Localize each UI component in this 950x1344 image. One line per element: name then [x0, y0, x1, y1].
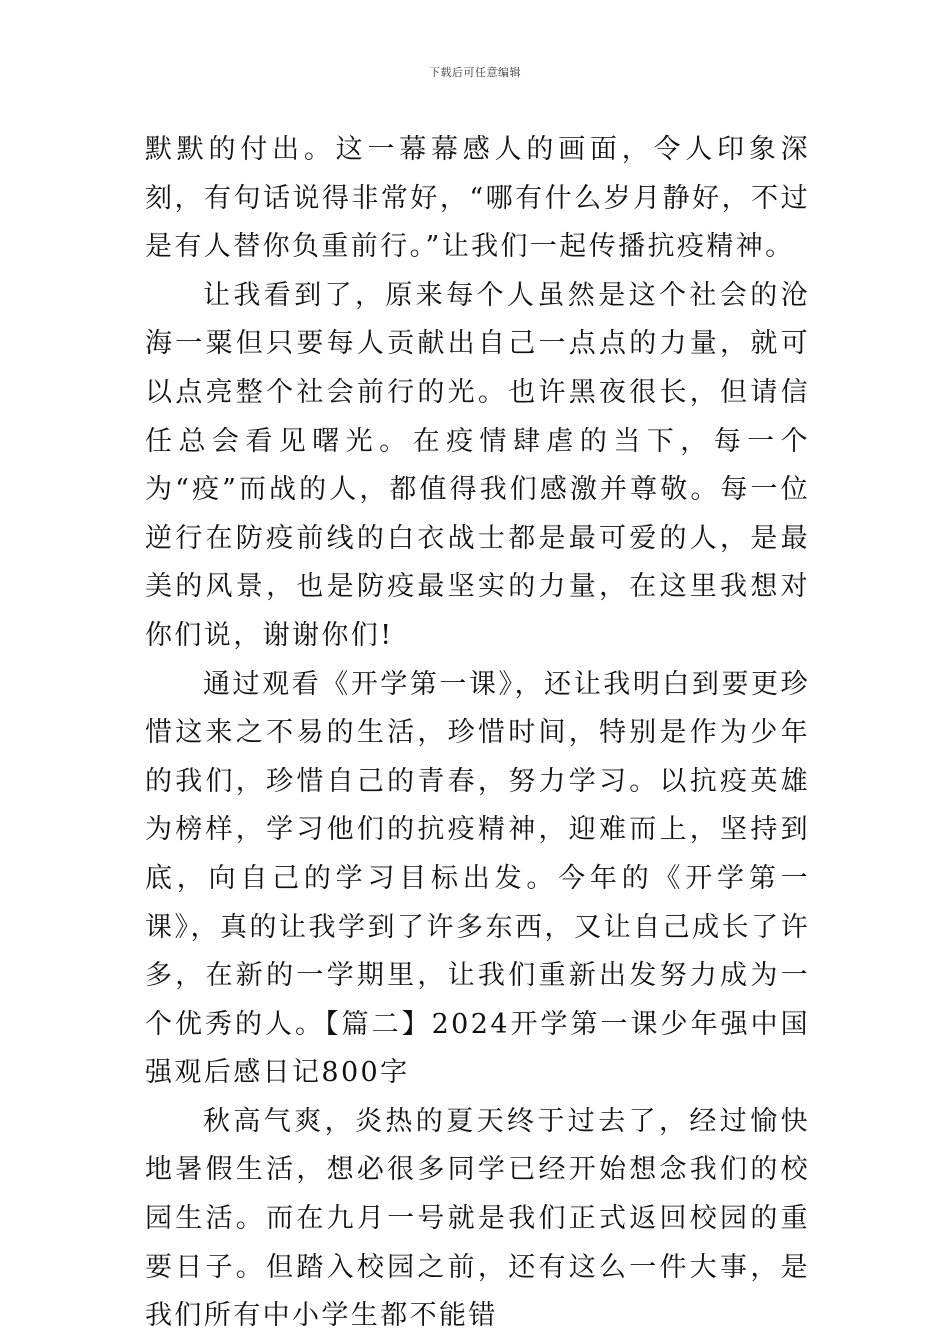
- paragraph-1: 默默的付出。这一幕幕感人的画面，令人印象深刻，有句话说得非常好，“哪有什么岁月静好，不过是有人替你负重前行。”让我们一起传播抗疫精神。: [145, 134, 810, 263]
- paragraph-4: 秋高气爽，炎热的夏天终于过去了，经过愉快地暑假生活，想必很多同学已经开始想念我们的校园生活。而在九月一号就是我们正式返回校园的重要日子。但踏入校园之前，还有这么一件大事，是我们所有中小学生都不能错: [145, 1105, 810, 1332]
- paragraph-2: 让我看到了，原来每个人虽然是这个社会的沧海一粟但只要每人贡献出自己一点点的力量，就可以点亮整个社会前行的光。也许黑夜很长，但请信任总会看见曙光。在疫情肆虐的当下，每一个为“疫”而战的人，都值得我们感激并尊敬。每一位逆行在防疫前线的白衣战士都是最可爱的人，是最美的风景，也是防疫最坚实的力量，在这里我想对你们说，谢谢你们!: [145, 279, 810, 651]
- paragraph-3: 通过观看《开学第一课》，还让我明白到要更珍惜这来之不易的生活，珍惜时间，特别是作为少年的我们，珍惜自己的青春，努力学习。以抗疫英雄为榜样，学习他们的抗疫精神，迎难而上，坚持到底，向自己的学习目标出发。今年的《开学第一课》，真的让我学到了许多东西，又让自己成长了许多，在新的一学期里，让我们重新出发努力成为一个优秀的人。【篇二】2024开学第一课少年强中国强观后感日记800字: [145, 668, 810, 1089]
- document-body: [145, 126, 810, 1341]
- page-header-note: 下载后可任意编辑: [429, 66, 521, 79]
